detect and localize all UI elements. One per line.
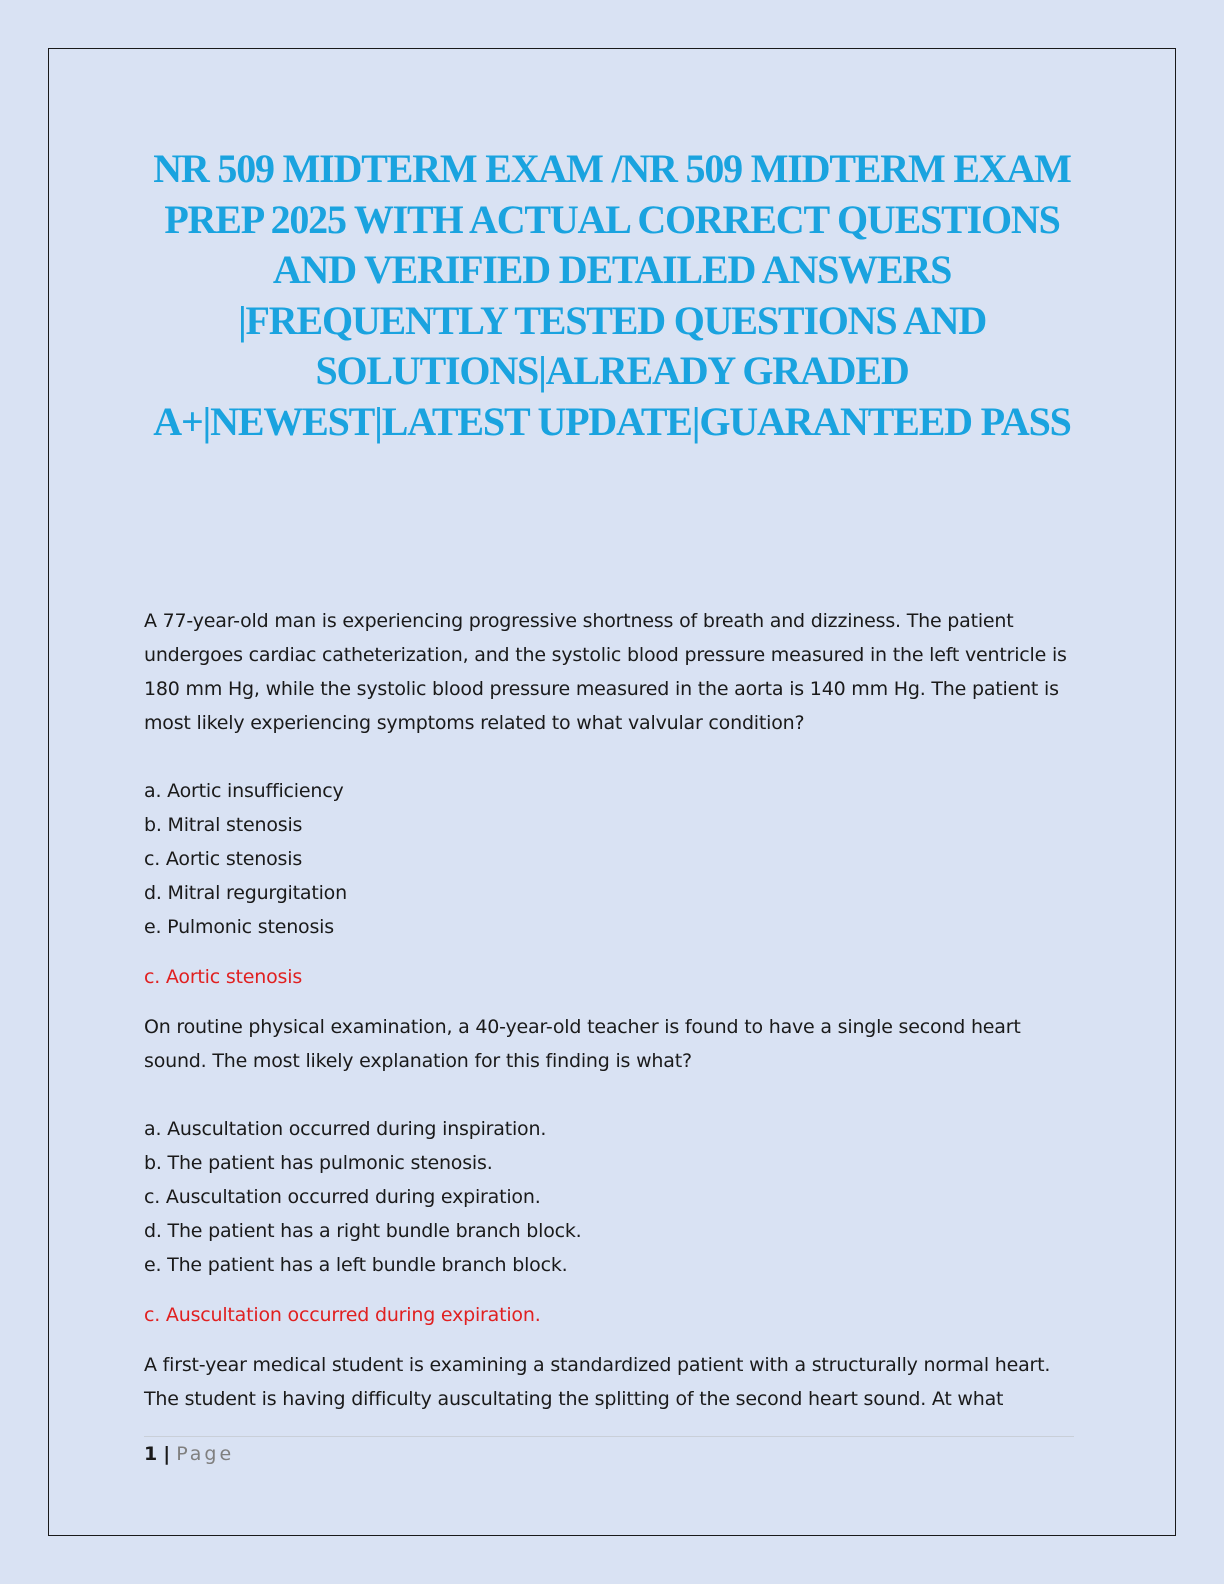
document-body <box>144 604 1084 1416</box>
question-1-options <box>144 774 1084 944</box>
option-item: e. Pulmonic stenosis <box>144 916 334 938</box>
question-2-options <box>144 1112 1084 1282</box>
page-label: Page <box>176 1443 235 1465</box>
footer-separator: | <box>163 1443 171 1465</box>
option-item: a. Aortic insufficiency <box>144 780 344 802</box>
page-number: 1 <box>144 1443 158 1465</box>
option-item: a. Auscultation occurred during inspiration. <box>144 1118 547 1140</box>
option-item: c. Auscultation occurred during expiration. <box>144 1186 541 1208</box>
question-1-text: A 77-year-old man is experiencing progressive shortness of breath and dizziness. The patient undergoes cardiac catheterization, and the systolic blood pressure measured in the left ventricle is 180 mm Hg, while the systolic blood pressure measured in the aorta is 140 mm Hg. The patient is most likely experiencing symptoms related to what valvular condition? <box>144 610 1067 734</box>
footer-divider <box>144 1436 1074 1437</box>
option-item: d. The patient has a right bundle branch block. <box>144 1220 582 1242</box>
page-footer <box>144 1440 234 1468</box>
option-item: b. The patient has pulmonic stenosis. <box>144 1152 493 1174</box>
question-2-answer: c. Auscultation occurred during expiration. <box>144 1304 541 1326</box>
question-2-text: On routine physical examination, a 40-year-old teacher is found to have a single second heart sound. The most likely explanation for this finding is what? <box>144 1016 1021 1072</box>
option-item: d. Mitral regurgitation <box>144 882 347 904</box>
document-title: NR 509 MIDTERM EXAM /NR 509 MIDTERM EXAM PREP 2025 WITH ACTUAL CORRECT QUESTIONS AND VERIFIED DETAILED ANSWERS |FREQUENTLY TESTED QUESTIONS AND SOLUTIONS|ALREADY GRADED A+|NEWEST|LATEST UPDATE|GUARANTEED PASS <box>153 146 1071 444</box>
question-3-text: A first-year medical student is examining a standardized patient with a structurally normal heart. The student is having difficulty auscultating the splitting of the second heart sound. At what <box>144 1354 1051 1410</box>
option-item: c. Aortic stenosis <box>144 848 303 870</box>
option-item: e. The patient has a left bundle branch block. <box>144 1254 568 1276</box>
option-item: b. Mitral stenosis <box>144 814 303 836</box>
question-1-answer: c. Aortic stenosis <box>144 966 303 988</box>
